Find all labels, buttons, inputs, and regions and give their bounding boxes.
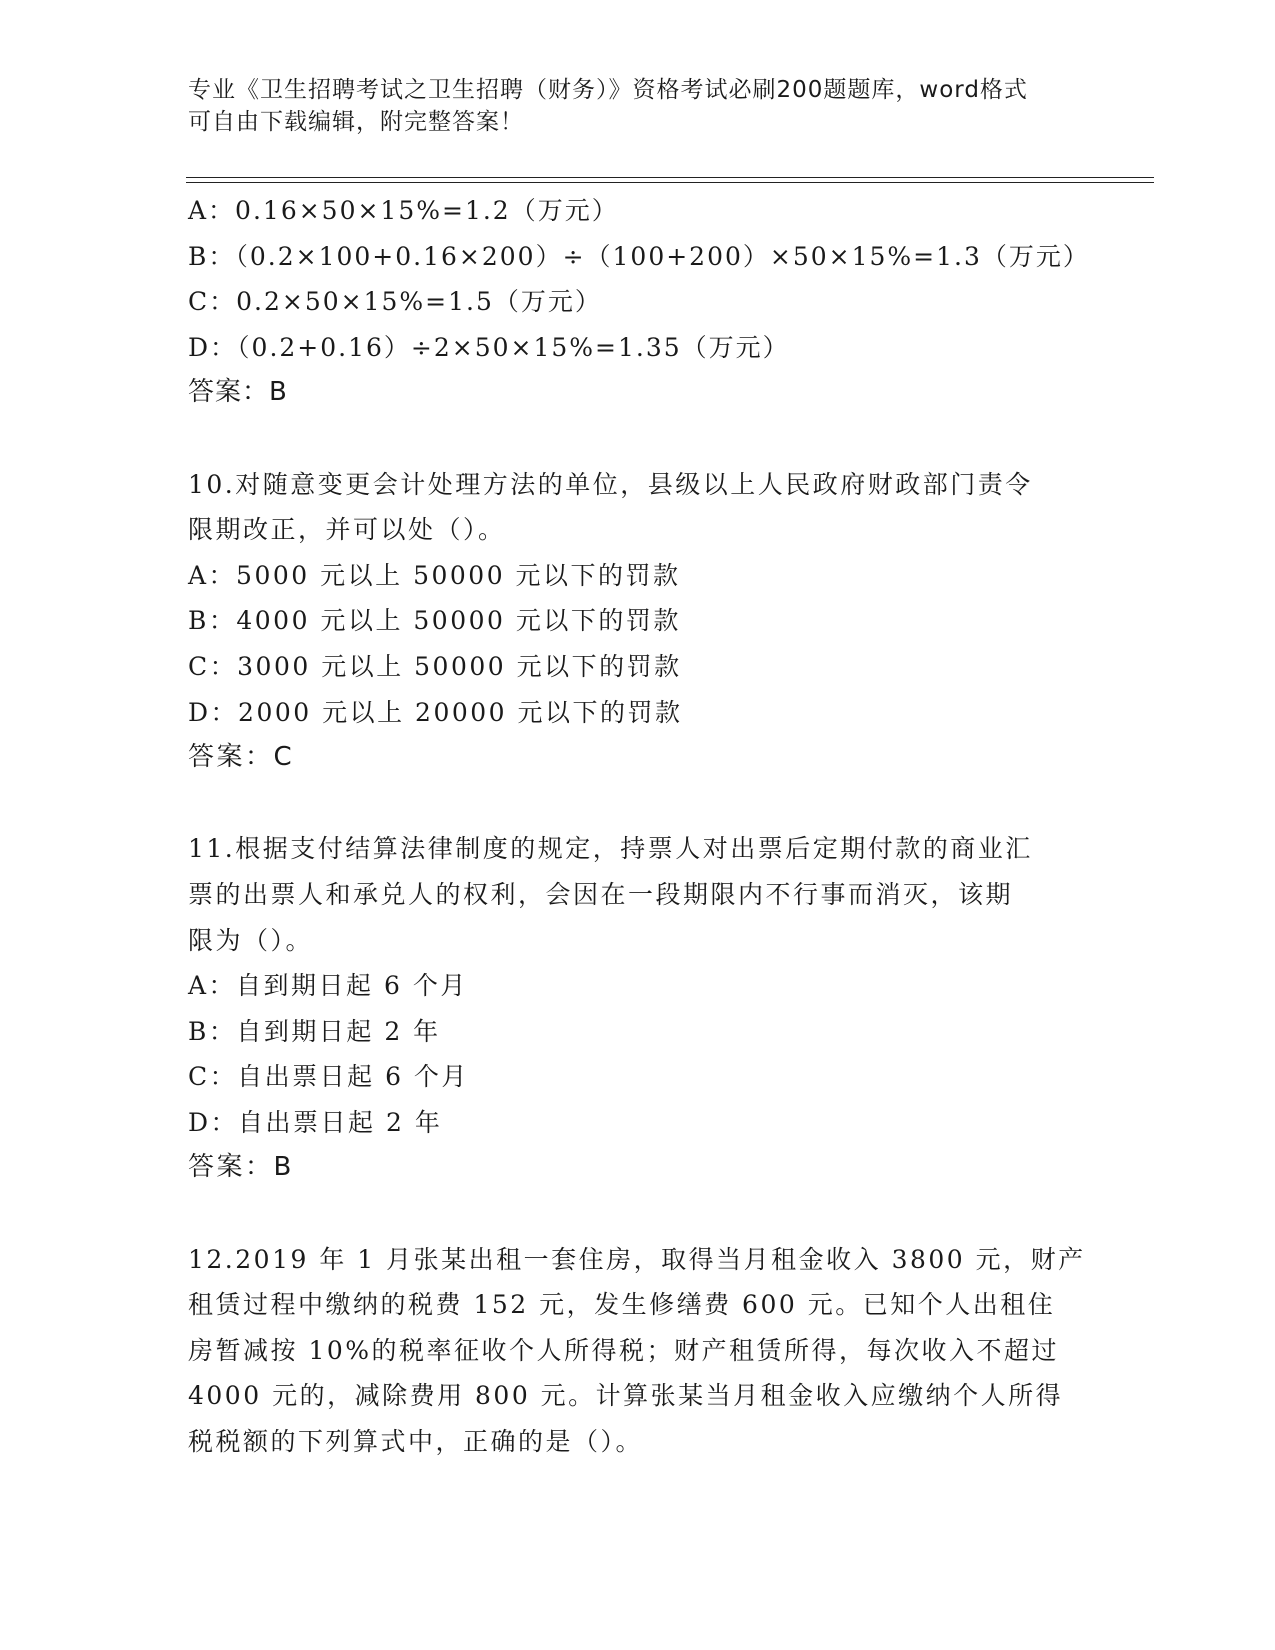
option-a: A：自到期日起 6 个月	[188, 971, 468, 1001]
block-spacer	[188, 781, 1088, 827]
option-c: C：3000 元以上 50000 元以下的罚款	[188, 651, 682, 681]
question-text-line: 10.对随意变更会计处理方法的单位，县级以上人民政府财政部门责令	[188, 469, 1033, 499]
question-block-9	[188, 188, 1088, 416]
block-spacer	[188, 416, 1088, 462]
question-text-line: 票的出票人和承兑人的权利，会因在一段期限内不行事而消灭，该期	[188, 879, 1014, 909]
question-text-line: 房暂减按 10%的税率征收个人所得税；财产租赁所得，每次收入不超过	[188, 1335, 1060, 1365]
question-text-line: 12.2019 年 1 月张某出租一套住房，取得当月租金收入 3800 元，财产	[188, 1244, 1086, 1274]
header-divider-top	[186, 177, 1154, 178]
option-d: D：2000 元以上 20000 元以下的罚款	[188, 697, 683, 727]
document-header	[188, 74, 1088, 138]
question-text-line: 税税额的下列算式中，正确的是（）。	[188, 1427, 644, 1457]
answer-line: 答案：C	[188, 742, 295, 773]
header-title-line-1: 专业《卫生招聘考试之卫生招聘（财务）》资格考试必刷200题题库，word格式	[188, 77, 1028, 103]
option-b: B：4000 元以上 50000 元以下的罚款	[188, 606, 681, 636]
question-text-line: 租赁过程中缴纳的税费 152 元，发生修缮费 600 元。已知个人出租住	[188, 1290, 1056, 1320]
header-divider-bottom	[186, 182, 1154, 183]
question-block-11	[188, 826, 1088, 1191]
option-d: D：自出票日起 2 年	[188, 1107, 443, 1137]
option-c: C：自出票日起 6 个月	[188, 1062, 469, 1092]
header-title-line-2: 可自由下载编辑，附完整答案！	[188, 109, 524, 135]
option-b: B：（0.2×100+0.16×200）÷（100+200）×50×15%=1.3（万元）	[188, 241, 1090, 271]
question-block-10	[188, 462, 1088, 781]
block-spacer	[188, 1191, 1088, 1237]
option-a: A：5000 元以上 50000 元以下的罚款	[188, 560, 681, 590]
question-list	[188, 188, 1088, 1465]
answer-line: 答案：B	[188, 377, 288, 408]
question-text-line: 4000 元的，减除费用 800 元。计算张某当月租金收入应缴纳个人所得	[188, 1381, 1064, 1411]
answer-line: 答案：B	[188, 1152, 294, 1183]
question-text-line: 11.根据支付结算法律制度的规定，持票人对出票后定期付款的商业汇	[188, 834, 1033, 864]
option-a: A：0.16×50×15%=1.2（万元）	[188, 196, 619, 225]
option-b: B：自到期日起 2 年	[188, 1016, 441, 1046]
option-d: D：（0.2+0.16）÷2×50×15%=1.35（万元）	[188, 332, 790, 362]
question-text-line: 限期改正，并可以处（）。	[188, 515, 506, 545]
question-block-12	[188, 1237, 1088, 1465]
question-text-line: 限为（）。	[188, 925, 314, 955]
option-c: C：0.2×50×15%=1.5（万元）	[188, 287, 602, 317]
